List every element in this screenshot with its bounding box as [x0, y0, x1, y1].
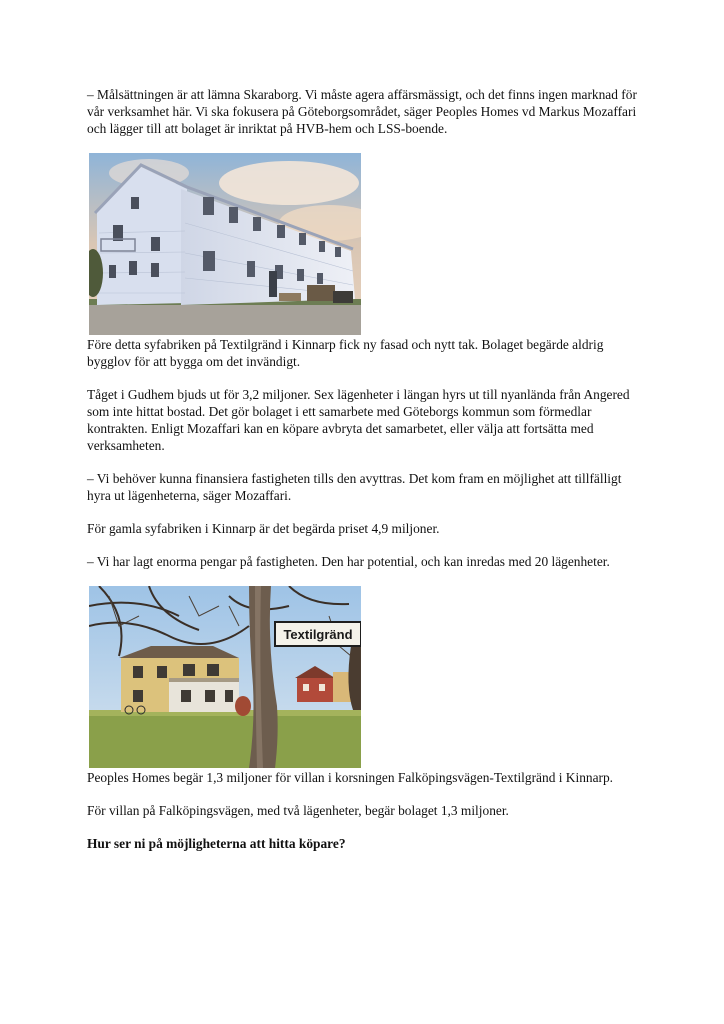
factory-photo	[89, 153, 361, 335]
photo-caption-factory: Före detta syfabriken på Textilgränd i Kinnarp fick ny fasad och nytt tak. Bolaget begärde aldrig bygglov för att bygga om det invändigt.	[87, 337, 604, 369]
article-paragraph-1: – Målsättningen är att lämna Skaraborg. Vi måste agera affärsmässigt, och det finns ingen marknad för vår verksamhet här. Vi ska fokusera på Göteborgsområdet, säger Peoples Homes vd Markus Mozaffari och lägger till att bolaget är inriktat på HVB-hem och LSS-boende.	[87, 87, 637, 136]
article-paragraph-5: – Vi har lagt enorma pengar på fastigheten. Den har potential, och kan inredas med 20 lägenheter.	[87, 554, 610, 569]
interview-question: Hur ser ni på möjligheterna att hitta köpare?	[87, 836, 346, 851]
article-paragraph-6: För villan på Falköpingsvägen, med två lägenheter, begär bolaget 1,3 miljoner.	[87, 803, 509, 818]
article-body	[87, 86, 647, 852]
photo-caption-villa: Peoples Homes begär 1,3 miljoner för villan i korsningen Falköpingsvägen-Textilgränd i Kinnarp.	[87, 770, 614, 785]
article-paragraph-2: Tåget i Gudhem bjuds ut för 3,2 miljoner. Sex lägenheter i längan hyrs ut till nyanlända från Angered som inte hittat bostad. Det gör bolaget i ett samarbete med Göteborgs kommun som förmedlar kontrakten. Enligt Mozaffari kan en köpare avbryta det samarbetet, eller välja att fortsätta med verksamheten.	[87, 387, 630, 453]
factory-illustration	[89, 153, 361, 335]
villa-illustration	[89, 586, 361, 768]
article-paragraph-4: För gamla syfabriken i Kinnarp är det begärda priset 4,9 miljoner.	[87, 521, 440, 536]
street-sign-text: Textilgränd	[283, 627, 353, 642]
article-paragraph-3: – Vi behöver kunna finansiera fastigheten tills den avyttras. Det kom fram en möjlighet att tillfälligt hyra ut lägenheterna, säger Mozaffari.	[87, 471, 622, 503]
villa-photo	[89, 586, 361, 768]
